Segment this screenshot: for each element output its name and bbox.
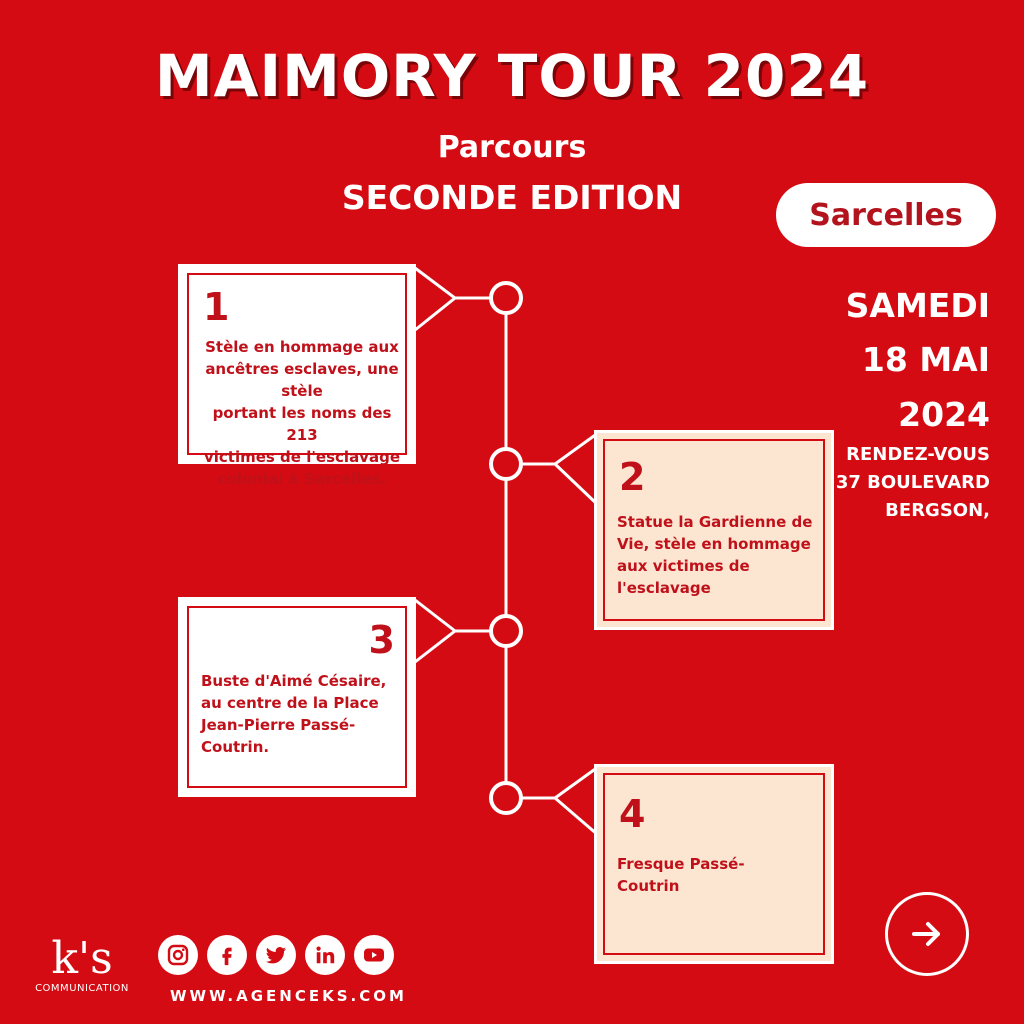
timeline-node-3: [491, 616, 521, 646]
logo-text: COMMUNICATION: [35, 983, 129, 994]
date-day: SAMEDI: [845, 286, 990, 325]
address-line-2: 37 BOULEVARD: [835, 472, 990, 493]
youtube-icon[interactable]: [354, 935, 394, 975]
website-link[interactable]: WWW.AGENCEKS.COM: [170, 987, 407, 1005]
facebook-icon[interactable]: [207, 935, 247, 975]
date-year: 2024: [898, 395, 990, 434]
linkedin-icon[interactable]: [305, 935, 345, 975]
stop-description: Stèle en hommage aux ancêtres esclaves, une stèle portant les noms des 213 victimes de l'esclavage colonial à Sarcelles.: [203, 338, 400, 488]
stop-description: Buste d'Aimé Césaire, au centre de la Place Jean-Pierre Passé- Coutrin.: [201, 672, 387, 756]
stop-card-4: [594, 764, 834, 964]
address-line-1: RENDEZ-VOUS: [846, 444, 990, 465]
agency-logo: [30, 935, 134, 994]
date-daymonth: 18 MAI: [861, 340, 990, 379]
stop-card-1: [178, 264, 416, 488]
arrow-right-icon: [909, 916, 945, 952]
stop-card-3: [178, 597, 416, 797]
logo-mark: k's: [51, 933, 113, 984]
address-line-3: BERGSON,: [885, 500, 990, 521]
timeline-node-1: [491, 283, 521, 313]
timeline-node-2: [491, 449, 521, 479]
stop-number: 3: [368, 618, 395, 662]
page-title: MAIMORY TOUR 2024: [154, 42, 870, 110]
stop-card-2: [594, 430, 834, 630]
stop-number: 4: [619, 792, 646, 836]
twitter-icon[interactable]: [256, 935, 296, 975]
instagram-icon[interactable]: [158, 935, 198, 975]
stop-description: Statue la Gardienne de Vie, stèle en hommage aux victimes de l'esclavage: [617, 513, 813, 597]
stop-number: 1: [203, 285, 230, 329]
timeline-node-4: [491, 783, 521, 813]
subtitle-parcours: Parcours: [437, 130, 587, 165]
city-badge: Sarcelles: [776, 183, 996, 247]
next-arrow-button[interactable]: [885, 892, 969, 976]
stop-description: Fresque Passé- Coutrin: [617, 855, 745, 895]
stop-number: 2: [619, 455, 646, 499]
subtitle-edition: SECONDE EDITION: [341, 178, 683, 217]
